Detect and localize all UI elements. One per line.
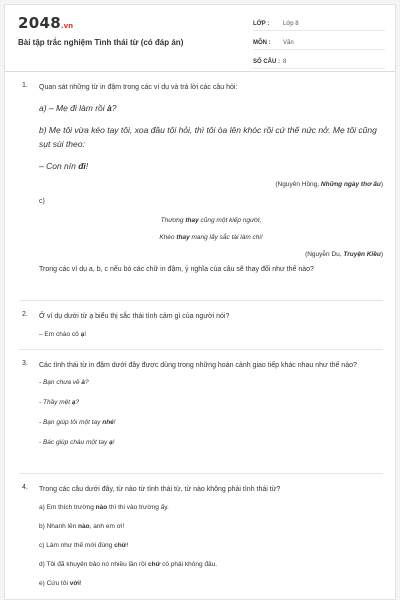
bold-word: thay xyxy=(185,217,199,224)
bold-word: nào xyxy=(95,504,108,511)
example-c-line-2 xyxy=(39,234,383,241)
logo-suffix: .vn xyxy=(60,22,74,30)
text: ? xyxy=(111,103,117,113)
list-item xyxy=(39,378,383,388)
bold-word: à xyxy=(107,103,112,113)
question-2 xyxy=(5,301,396,349)
text: cũng một kiếp người, xyxy=(198,217,262,224)
text: a) – Mẹ đi làm rồi xyxy=(39,103,108,113)
question-number: 1. xyxy=(22,82,28,89)
document-page xyxy=(4,4,396,600)
text: mang lấy sắc tài làm chi! xyxy=(189,234,263,241)
list-item xyxy=(39,541,383,551)
text: (Nguyên Hồng, xyxy=(275,181,321,188)
list-item xyxy=(39,522,383,532)
example-b-quote xyxy=(39,159,383,173)
example-c-line-1 xyxy=(39,217,383,224)
question-number: 2. xyxy=(22,311,28,318)
text: b) Nhanh lên xyxy=(39,523,79,530)
meta-key: SỐ CÂU : xyxy=(253,58,280,65)
text: c) Làm như thế mới đúng xyxy=(39,542,115,549)
text: - Bạn chưa về xyxy=(39,379,82,386)
text: có phải không đâu. xyxy=(160,561,218,568)
question-3 xyxy=(5,350,396,473)
bold-word: ạ xyxy=(71,399,76,406)
bold-word: với xyxy=(69,580,80,587)
text: ! xyxy=(79,580,82,587)
text: d) Tôi đã khuyên bảo nó nhiều lần rồi xyxy=(39,561,149,568)
document-title: Bài tập trắc nghiệm Tình thái từ (có đáp án) xyxy=(18,38,184,47)
text: Thương xyxy=(160,217,186,224)
text: ? xyxy=(85,379,89,386)
example-b: b) Mẹ tôi vừa kéo tay tôi, xoa đầu tôi hỏi, thì tôi òa lên khóc rồi cứ thế nức nở. Mẹ tôi cũng sụt sùi theo: xyxy=(39,125,377,149)
example-b-source xyxy=(39,181,383,188)
text: ! xyxy=(84,331,86,338)
text: (Nguyễn Du, xyxy=(305,251,344,258)
text: , anh em ơi! xyxy=(89,523,125,530)
question-ask: Trong các ví dụ a, b, c nếu bỏ các chữ in đậm, ý nghĩa của câu sẽ thay đổi như thế nào? xyxy=(39,266,314,273)
meta-row-class xyxy=(253,17,385,31)
text: - Thầy mệt xyxy=(39,399,72,406)
bold-word: chứ xyxy=(148,561,161,568)
text: ! xyxy=(113,419,116,426)
text: ) xyxy=(380,251,383,258)
list-item xyxy=(39,438,383,448)
source-title: Truyện Kiều xyxy=(343,251,381,258)
example-c-source xyxy=(39,251,383,258)
text: ) xyxy=(380,181,383,188)
question-prompt: Trong các câu dưới đây, từ nào từ tình thái từ, từ nào không phải tình thái từ? xyxy=(39,486,281,493)
question-prompt: Ở ví dụ dưới từ ạ biểu thị sắc thái tình cảm gì của người nói? xyxy=(39,313,230,320)
example-c-label: c) xyxy=(39,198,45,205)
meta-key: LỚP : xyxy=(253,20,270,27)
text: - Bác giúp cháu một tay xyxy=(39,439,110,446)
text: – Con nín xyxy=(39,161,79,171)
bold-word: à xyxy=(81,379,86,386)
meta-value: 8 xyxy=(283,58,287,65)
text: Khéo xyxy=(159,234,177,241)
list-item xyxy=(39,418,383,428)
header-divider xyxy=(5,71,396,72)
bold-word: nhé xyxy=(102,419,114,426)
list-item xyxy=(39,579,383,589)
bold-word: ạ xyxy=(80,331,85,338)
text: ! xyxy=(126,542,129,549)
text: ? xyxy=(75,399,80,406)
bold-word: nào xyxy=(78,523,90,530)
text: a) Em thích trường xyxy=(39,504,96,511)
meta-row-count xyxy=(253,55,385,69)
meta-key: MÔN : xyxy=(253,39,271,46)
list-item xyxy=(39,560,383,570)
example-a xyxy=(39,101,383,115)
text: e) Cứu tôi xyxy=(39,580,70,587)
text: thì thi vào trường ấy. xyxy=(107,504,169,511)
site-logo[interactable] xyxy=(18,14,73,32)
question-1 xyxy=(5,82,396,300)
question-prompt: Quan sát những từ in đậm trong các ví dụ và trả lời các câu hỏi: xyxy=(39,84,238,91)
bold-word: đi xyxy=(78,161,86,171)
question-number: 4. xyxy=(22,484,28,491)
list-item xyxy=(39,503,383,513)
text: ! xyxy=(85,161,89,171)
question-4 xyxy=(5,474,396,589)
document-meta xyxy=(253,17,385,74)
example xyxy=(39,330,383,340)
text: - Bạn giúp tôi một tay xyxy=(39,419,103,426)
meta-row-subject xyxy=(253,36,385,50)
list-item xyxy=(39,398,383,408)
document-header xyxy=(5,5,396,65)
logo-main: 2048 xyxy=(18,14,61,32)
question-list xyxy=(5,82,396,589)
text: ! xyxy=(112,439,115,446)
meta-value: Văn xyxy=(283,39,294,46)
bold-word: ạ xyxy=(109,439,113,446)
meta-value: Lớp 8 xyxy=(283,20,299,27)
question-prompt: Các tình thái từ in đậm dưới đây được dùng trong những hoàn cảnh giao tiếp khác nhau như thế nào? xyxy=(39,362,357,369)
bold-word: chứ xyxy=(114,542,127,549)
text: – Em chào cô xyxy=(39,331,81,338)
source-title: Những ngày thơ ấu xyxy=(320,181,381,188)
question-number: 3. xyxy=(22,360,28,367)
bold-word: thay xyxy=(176,234,190,241)
